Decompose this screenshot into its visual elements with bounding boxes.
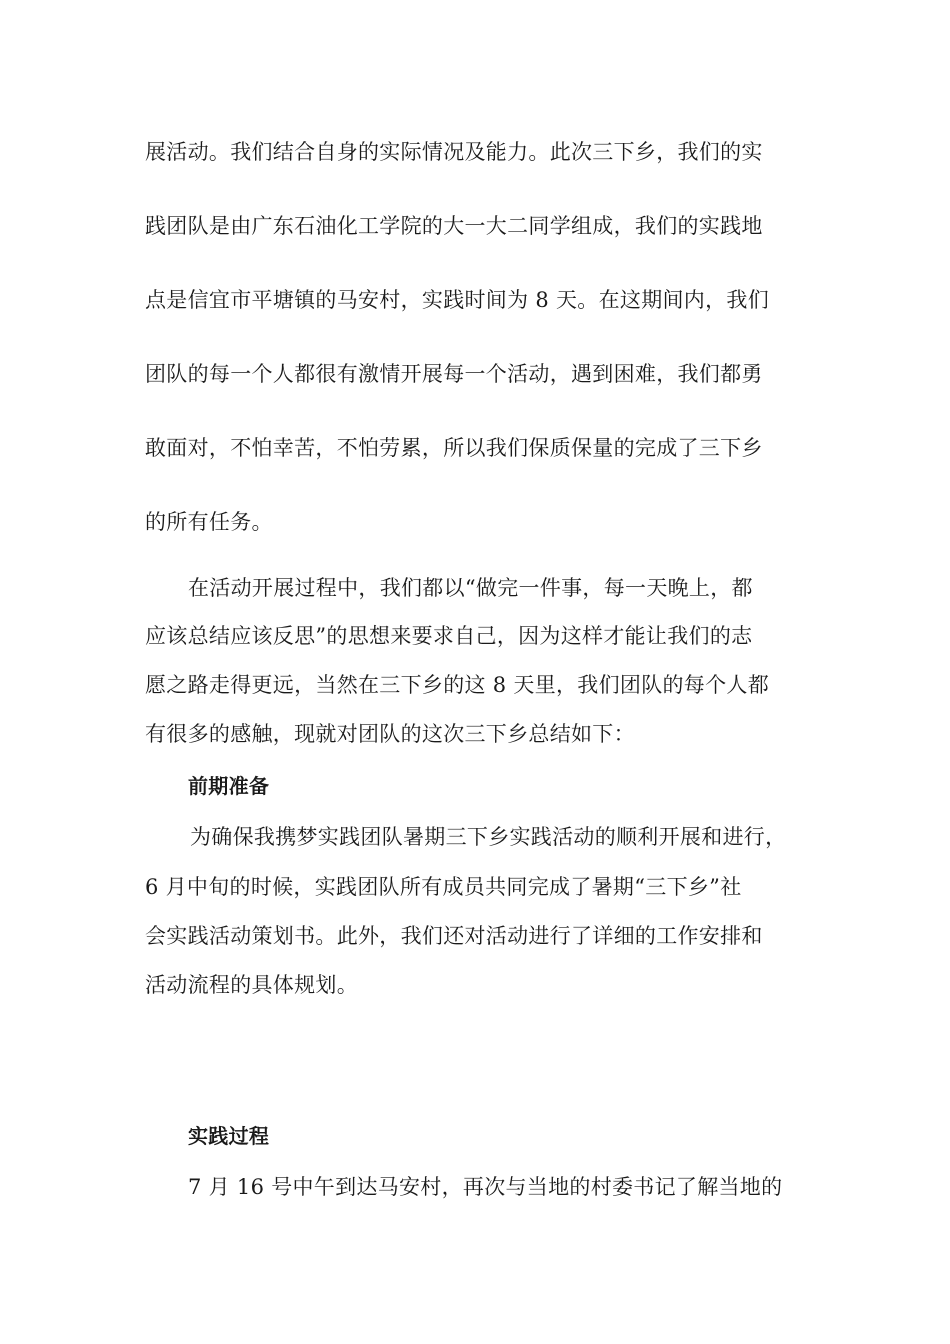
section-heading-preparation: 前期准备 <box>188 774 270 798</box>
paragraph-line: 践团队是由广东石油化工学院的大一大二同学组成，我们的实践地 <box>145 214 763 238</box>
paragraph-line: 团队的每一个人都很有激情开展每一个活动，遇到困难，我们都勇 <box>145 362 763 386</box>
paragraph-line: 活动流程的具体规划。 <box>145 973 358 997</box>
paragraph-line: 展活动。我们结合自身的实际情况及能力。此次三下乡，我们的实 <box>145 140 763 164</box>
paragraph-line: 的所有任务。 <box>145 510 273 534</box>
paragraph-line: 愿之路走得更远，当然在三下乡的这 8 天里，我们团队的每个人都 <box>145 673 770 697</box>
paragraph-line: 点是信宜市平塘镇的马安村，实践时间为 8 天。在这期间内，我们 <box>145 288 770 312</box>
paragraph-line: 敢面对，不怕幸苦，不怕劳累，所以我们保质保量的完成了三下乡 <box>145 436 763 460</box>
paragraph-line: 应该总结应该反思”的思想来要求自己，因为这样才能让我们的志 <box>145 624 753 648</box>
paragraph-line: 7 月 16 号中午到达马安村，再次与当地的村委书记了解当地的 <box>188 1175 783 1199</box>
paragraph-line: 有很多的感触，现就对团队的这次三下乡总结如下： <box>145 722 635 746</box>
paragraph-line: 会实践活动策划书。此外，我们还对活动进行了详细的工作安排和 <box>145 924 763 948</box>
paragraph-line: 为确保我携梦实践团队暑期三下乡实践活动的顺利开展和进行， <box>190 825 787 849</box>
paragraph-line: 6 月中旬的时候，实践团队所有成员共同完成了暑期“三下乡”社 <box>145 875 742 899</box>
section-heading-process: 实践过程 <box>188 1124 270 1148</box>
paragraph-line: 在活动开展过程中，我们都以“做完一件事，每一天晚上，都 <box>188 576 753 600</box>
